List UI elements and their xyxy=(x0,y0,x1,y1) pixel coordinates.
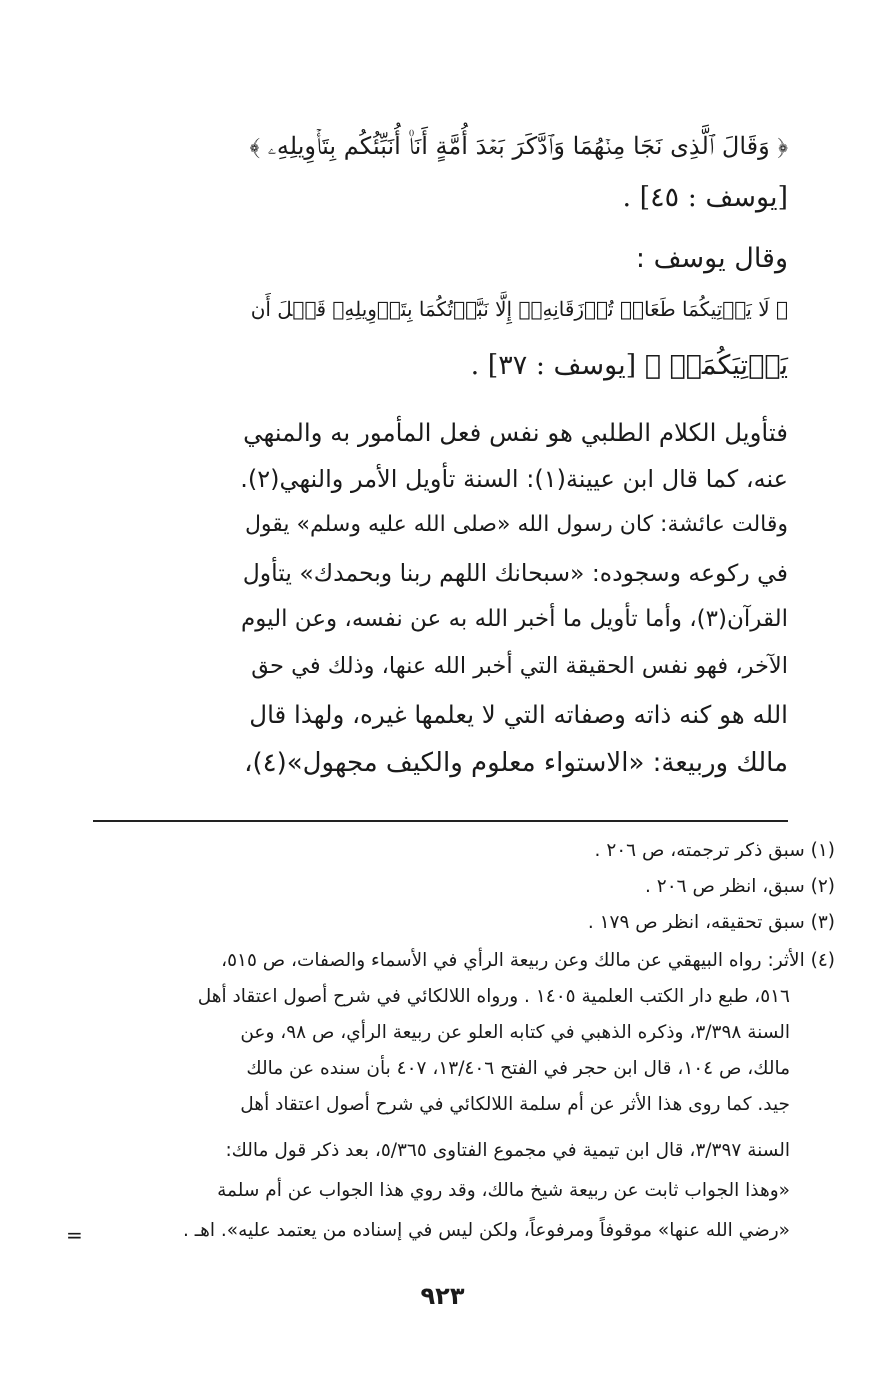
text-line: مالك وربيعة: «الاستواء معلوم والكيف مجهول»(٤)، xyxy=(244,748,788,778)
footnote-divider xyxy=(93,820,788,822)
text-line: وقال يوسف : xyxy=(635,243,788,274)
page-number: ٩٢٣ xyxy=(420,1282,465,1310)
footnote-4-line: ٥١٦، طبع دار الكتب العلمية ١٤٠٥ . ورواه اللالكائي في شرح أصول اعتقاد أهل xyxy=(197,986,790,1007)
footnote-4-line: «وهذا الجواب ثابت عن ربيعة شيخ مالك، وقد روي هذا الجواب عن أم سلمة xyxy=(217,1180,790,1201)
quran-verse-line: ﴿ لَا يَأۡتِيكُمَا طَعَامٞ تُرۡزَقَانِهِۦٓ إِلَّا نَبَّأۡتُكُمَا بِتَأۡوِيلِهِۦ قَبۡلَ أَن xyxy=(250,297,788,321)
continuation-mark: = xyxy=(66,1223,83,1247)
footnote-4-line: «رضي الله عنها» موقوفاً ومرفوعاً، ولكن ليس في إسناده من يعتمد عليه». اهـ . xyxy=(182,1220,790,1241)
footnote-4-line: السنة ٣/٣٩٧، قال ابن تيمية في مجموع الفتاوى ٥/٣٦٥، بعد ذكر قول مالك: xyxy=(225,1140,790,1161)
footnote-3: (٣) سبق تحقيقه، انظر ص ١٧٩ . xyxy=(587,912,835,933)
text-line: الآخر، فهو نفس الحقيقة التي أخبر الله عنها، وذلك في حق xyxy=(251,653,788,679)
verse-reference: [يوسف : ٤٥] . xyxy=(622,182,788,213)
text-line: وقالت عائشة: كان رسول الله «صلى الله عليه وسلم» يقول xyxy=(244,512,788,537)
text-line: في ركوعه وسجوده: «سبحانك اللهم ربنا وبحمدك» يتأول xyxy=(242,559,788,587)
quran-verse-line: ﴿ وَقَالَ ٱلَّذِى نَجَا مِنۡهُمَا وَٱدَّكَرَ بَعۡدَ أُمَّةٍ أَنَا۠ أُنَبِّئُكُم بِتَأۡوِيلِهِۦ ﴾ xyxy=(249,132,788,160)
text-line: الله هو كنه ذاته وصفاته التي لا يعلمها غيره، ولهذا قال xyxy=(249,700,788,729)
verse-reference: يَأۡتِيَكُمَاۚ ﴾ [يوسف : ٣٧] . xyxy=(470,350,788,381)
text-line: فتأويل الكلام الطلبي هو نفس فعل المأمور به والمنهي xyxy=(243,418,788,447)
footnote-4-line: جيد. كما روى هذا الأثر عن أم سلمة اللالكائي في شرح أصول اعتقاد أهل xyxy=(240,1094,790,1115)
footnote-4-line: السنة ٣/٣٩٨، وذكره الذهبي في كتابه العلو عن ربيعة الرأي، ص ٩٨، وعن xyxy=(240,1022,790,1043)
text-line: عنه، كما قال ابن عيينة(١): السنة تأويل الأمر والنهي(٢). xyxy=(240,465,788,493)
footnote-4-line: مالك، ص ١٠٤، قال ابن حجر في الفتح ١٣/٤٠٦، ٤٠٧ بأن سنده عن مالك xyxy=(246,1058,790,1079)
text-line: القرآن(٣)، وأما تأويل ما أخبر الله به عن نفسه، وعن اليوم xyxy=(241,606,788,632)
footnote-4: (٤) الأثر: رواه البيهقي عن مالك وعن ربيعة الرأي في الأسماء والصفات، ص ٥١٥، xyxy=(221,950,835,971)
footnote-2: (٢) سبق، انظر ص ٢٠٦ . xyxy=(645,876,835,897)
footnote-1: (١) سبق ذكر ترجمته، ص ٢٠٦ . xyxy=(594,840,835,861)
